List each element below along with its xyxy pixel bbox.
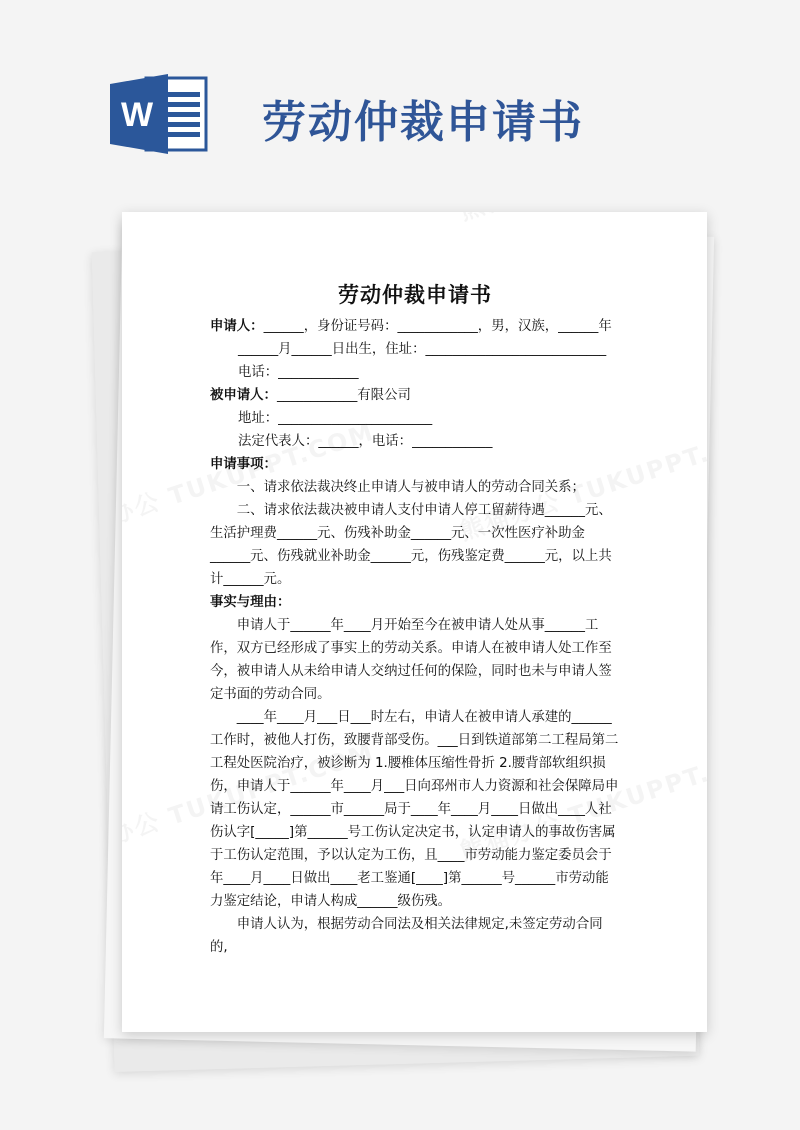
matters-heading: 申请事项：: [210, 457, 277, 472]
header: [0, 0, 800, 200]
applicant-info: ______，身份证号码：____________，男，汉族，______年: [263, 319, 612, 334]
matter-item: 一、请求依法裁决终止申请人与被申请人的劳动合同关系；: [236, 480, 585, 495]
facts-paragraph: ____年____月___日___时左右，申请人在被申请人承建的______工作时，被他人打伤，致腰背部受伤。___日到铁道部第二工程局第二工程处医院治疗，被诊断为 1.腰椎体压缩性骨折 2.腰背部软组织损伤，申请人于______年____月___日向邳州市人力资源和社会保障局申请工伤认定，______市______局于____年____月____日做出____人社伤认字[_____]第______号工伤认定决定书，认定申请人的事故伤害属于工伤认定范围，予以认定为工伤，且____市劳动能力鉴定委员会于年____月____日做出____老工鉴通[____]第______号______市劳动能力鉴定结论，申请人构成______级伤残。: [210, 710, 619, 909]
word-icon: [110, 74, 210, 154]
applicant-label: 申请人：: [210, 319, 264, 334]
respondent-name: ____________有限公司: [276, 388, 411, 403]
applicant-birth-address: ______月______日出生，住址：___________________________: [238, 342, 607, 357]
facts-paragraph: 申请人认为，根据劳动合同法及相关法律规定,未签定劳动合同的,: [210, 917, 603, 955]
matter-item: 二、请求依法裁决被申请人支付申请人停工留薪待遇______元、生活护理费______元、伤残补助金______元、一次性医疗补助金______元、伤残就业补助金______元，伤残鉴定费______元，以上共计______元。: [210, 503, 612, 587]
respondent-label: 被申请人：: [210, 388, 277, 403]
header-title: 劳动仲裁申请书: [262, 97, 584, 148]
respondent-address: 地址：_______________________: [238, 411, 433, 426]
svg-text:W: W: [120, 96, 154, 134]
watermark: [122, 212, 378, 227]
document-title: 劳动仲裁申请书: [338, 283, 492, 307]
facts-paragraph: 申请人于______年____月开始至今在被申请人处从事______工作，双方已经形成了事实上的劳动关系。申请人在被申请人处工作至今，被申请人从未给申请人交纳过任何的保险，同时也未与申请人签定书面的劳动合同。: [210, 618, 612, 702]
facts-heading: 事实与理由：: [210, 595, 291, 610]
respondent-line: [210, 384, 620, 407]
applicant-line: [210, 315, 620, 338]
document-body: [210, 284, 620, 959]
document-page: [122, 212, 707, 1032]
watermark: [455, 212, 707, 227]
respondent-representative: 法定代表人：______，电话：____________: [238, 434, 493, 449]
applicant-phone: 电话：____________: [238, 365, 359, 380]
